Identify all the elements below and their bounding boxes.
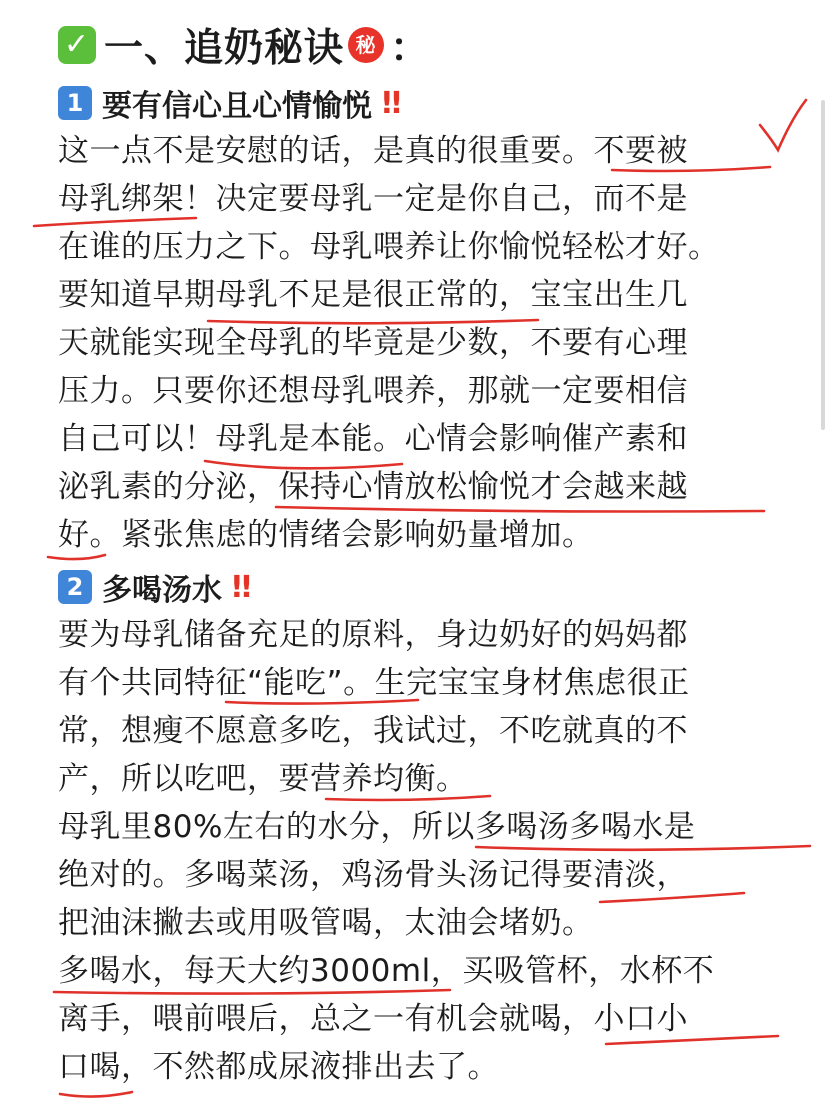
section-2-line: 常，想瘦不愿意多吃，我试过，不吃就真的不 <box>58 713 688 749</box>
title-suffix: ： <box>390 26 431 71</box>
section-2-line: 产，所以吃吧，要营养均衡。 <box>58 761 468 797</box>
section-2-line: 把油沫撇去或用吸管喝，太油会堵奶。 <box>58 905 594 941</box>
section-2-line: 离手，喂前喂后，总之一有机会就喝，小口小 <box>58 1001 688 1037</box>
section-1-line: 母乳绑架！决定要母乳一定是你自己，而不是 <box>58 181 688 217</box>
secret-seal-icon: 秘 <box>348 27 384 63</box>
section-1-line: 泌乳素的分泌，保持心情放松愉悦才会越来越 <box>58 469 688 505</box>
section-2-line: 要为母乳储备充足的原料，身边奶好的妈妈都 <box>58 617 688 653</box>
handwritten-check-mark <box>760 100 806 150</box>
section-2-line: 多喝水，每天大约3000ml，买吸管杯，水杯不 <box>58 953 715 989</box>
double-exclamation-icon: !! <box>380 85 400 121</box>
keycap-two-icon: 2 <box>58 570 92 604</box>
section-1-heading <box>58 78 399 128</box>
check-mark-icon: ✓ <box>58 26 96 64</box>
keycap-one-icon: 1 <box>58 86 92 120</box>
section-1-line: 这一点不是安慰的话，是真的很重要。不要被 <box>58 133 688 169</box>
section-1-line: 在谁的压力之下。母乳喂养让你愉悦轻松才好。 <box>58 229 720 265</box>
section-1-line: 自己可以！母乳是本能。心情会影响催产素和 <box>58 421 688 457</box>
underline <box>60 1092 132 1097</box>
section-2-line: 绝对的。多喝菜汤，鸡汤骨头汤记得要清淡， <box>58 857 688 893</box>
section-2-line: 口喝，不然都成尿液排出去了。 <box>58 1049 499 1085</box>
double-exclamation-icon: !! <box>230 569 250 605</box>
scrollbar[interactable] <box>821 100 825 430</box>
section-1-line: 好。紧张焦虑的情绪会影响奶量增加。 <box>58 517 594 553</box>
section-2-heading <box>58 562 249 612</box>
section-1-line: 天就能实现全母乳的毕竟是少数，不要有心理 <box>58 325 688 361</box>
section-1-heading-text: 要有信心且心情愉悦 <box>102 89 372 124</box>
title-text: 一、追奶秘诀 <box>104 26 345 71</box>
section-1-line: 压力。只要你还想母乳喂养，那就一定要相信 <box>58 373 688 409</box>
page-title <box>58 14 430 76</box>
section-1-line: 要知道早期母乳不足是很正常的，宝宝出生几 <box>58 277 688 313</box>
section-2-heading-text: 多喝汤水 <box>102 573 222 608</box>
section-2-line: 有个共同特征“能吃”。生完宝宝身材焦虑很正 <box>58 665 690 701</box>
section-2-line: 母乳里80%左右的水分，所以多喝汤多喝水是 <box>58 809 696 845</box>
